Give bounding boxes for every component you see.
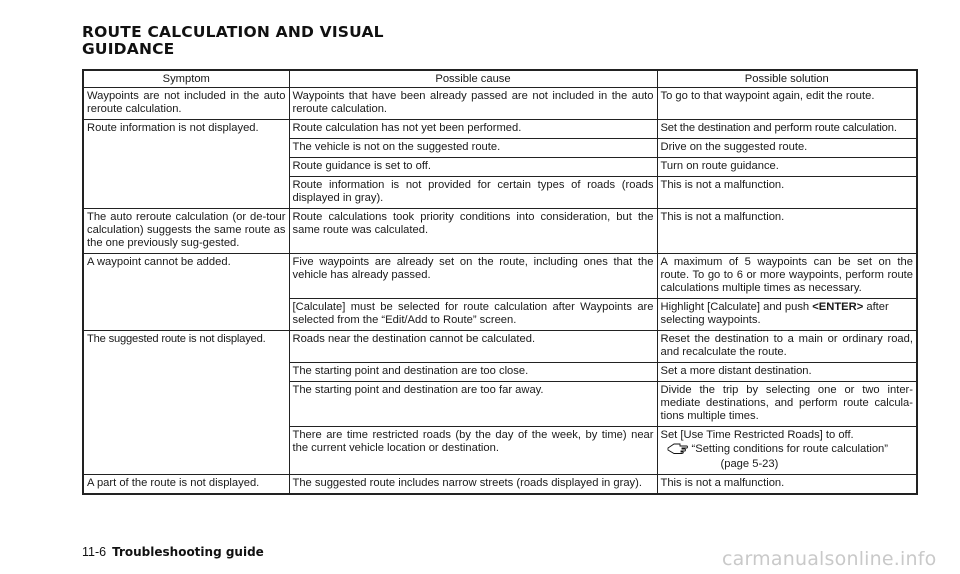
section-title: [82, 24, 384, 58]
troubleshooting-table: [82, 69, 918, 495]
header-symptom: Symptom: [83, 70, 289, 88]
footer-section-name: Troubleshooting guide: [112, 545, 264, 559]
solution-cell: [657, 299, 917, 331]
watermark: carmanualsonline.info: [722, 548, 937, 570]
solution-cell: To go to that waypoint again, edit the route.: [657, 88, 917, 120]
solution-text-continued: after selecting waypoints.: [660, 301, 889, 326]
cause-cell: Route calculations took priority conditions into consideration, but the same route was calculated.: [289, 209, 657, 254]
cause-cell: Route guidance is set to off.: [289, 158, 657, 177]
table-row: [83, 254, 917, 299]
cause-cell: Waypoints that have been already passed are not included in the auto reroute calculation.: [289, 88, 657, 120]
page-number: 11-6: [82, 545, 107, 559]
symptom-cell: A part of the route is not displayed.: [83, 475, 289, 495]
solution-cell: This is not a malfunction.: [657, 209, 917, 254]
reference-hand-icon: [667, 442, 689, 458]
reference-title: “Setting conditions for route calculation”: [691, 443, 889, 455]
cause-cell: The suggested route includes narrow streets (roads displayed in gray).: [289, 475, 657, 495]
solution-text: Highlight [Calculate] and push: [660, 301, 810, 313]
symptom-cell: Route information is not displayed.: [83, 120, 289, 209]
cause-cell: Roads near the destination cannot be calculated.: [289, 331, 657, 363]
solution-cell: [657, 427, 917, 475]
symptom-cell: A waypoint cannot be added.: [83, 254, 289, 331]
solution-cell: Divide the trip by selecting one or two inter-mediate destinations, and perform route calcula-tions multiple times.: [657, 382, 917, 427]
table-row: [83, 331, 917, 363]
solution-cell: Drive on the suggested route.: [657, 139, 917, 158]
table-header-row: [83, 70, 917, 88]
solution-cell: Reset the destination to a main or ordinary road, and recalculate the route.: [657, 331, 917, 363]
page-footer: [82, 545, 264, 559]
enter-key-label: <ENTER>: [812, 301, 864, 313]
cause-cell: The starting point and destination are too far away.: [289, 382, 657, 427]
solution-cell: This is not a malfunction.: [657, 177, 917, 209]
cause-cell: There are time restricted roads (by the day of the week, by time) near the current vehicle location or destination.: [289, 427, 657, 475]
header-possible-solution: Possible solution: [657, 70, 917, 88]
reference-page: (page 5-23): [720, 458, 779, 470]
table-row: [83, 88, 917, 120]
cause-cell: The starting point and destination are too close.: [289, 363, 657, 382]
section-title-line-2: GUIDANCE: [82, 40, 175, 58]
solution-text: Set [Use Time Restricted Roads] to off.: [660, 429, 854, 441]
solution-cell: Set a more distant destination.: [657, 363, 917, 382]
symptom-cell: Waypoints are not included in the auto reroute calculation.: [83, 88, 289, 120]
section-title-line-1: ROUTE CALCULATION AND VISUAL: [82, 23, 384, 41]
solution-cell: Turn on route guidance.: [657, 158, 917, 177]
table-row: [83, 209, 917, 254]
solution-cell: Set the destination and perform route calculation.: [657, 120, 917, 139]
page-reference: [661, 442, 914, 471]
table-row: [83, 120, 917, 139]
solution-cell: This is not a malfunction.: [657, 475, 917, 495]
cause-cell: Five waypoints are already set on the route, including ones that the vehicle has already passed.: [289, 254, 657, 299]
cause-cell: Route information is not provided for certain types of roads (roads displayed in gray).: [289, 177, 657, 209]
cause-cell: [Calculate] must be selected for route calculation after Waypoints are selected from the “Edit/Add to Route” screen.: [289, 299, 657, 331]
solution-cell: A maximum of 5 waypoints can be set on the route. To go to 6 or more waypoints, perform route calculations multiple times as necessary.: [657, 254, 917, 299]
cause-cell: The vehicle is not on the suggested route.: [289, 139, 657, 158]
table-row: [83, 475, 917, 495]
symptom-cell: The auto reroute calculation (or de-tour calculation) suggests the same route as the one previously sug-gested.: [83, 209, 289, 254]
cause-cell: Route calculation has not yet been performed.: [289, 120, 657, 139]
header-possible-cause: Possible cause: [289, 70, 657, 88]
symptom-cell: The suggested route is not displayed.: [83, 331, 289, 475]
